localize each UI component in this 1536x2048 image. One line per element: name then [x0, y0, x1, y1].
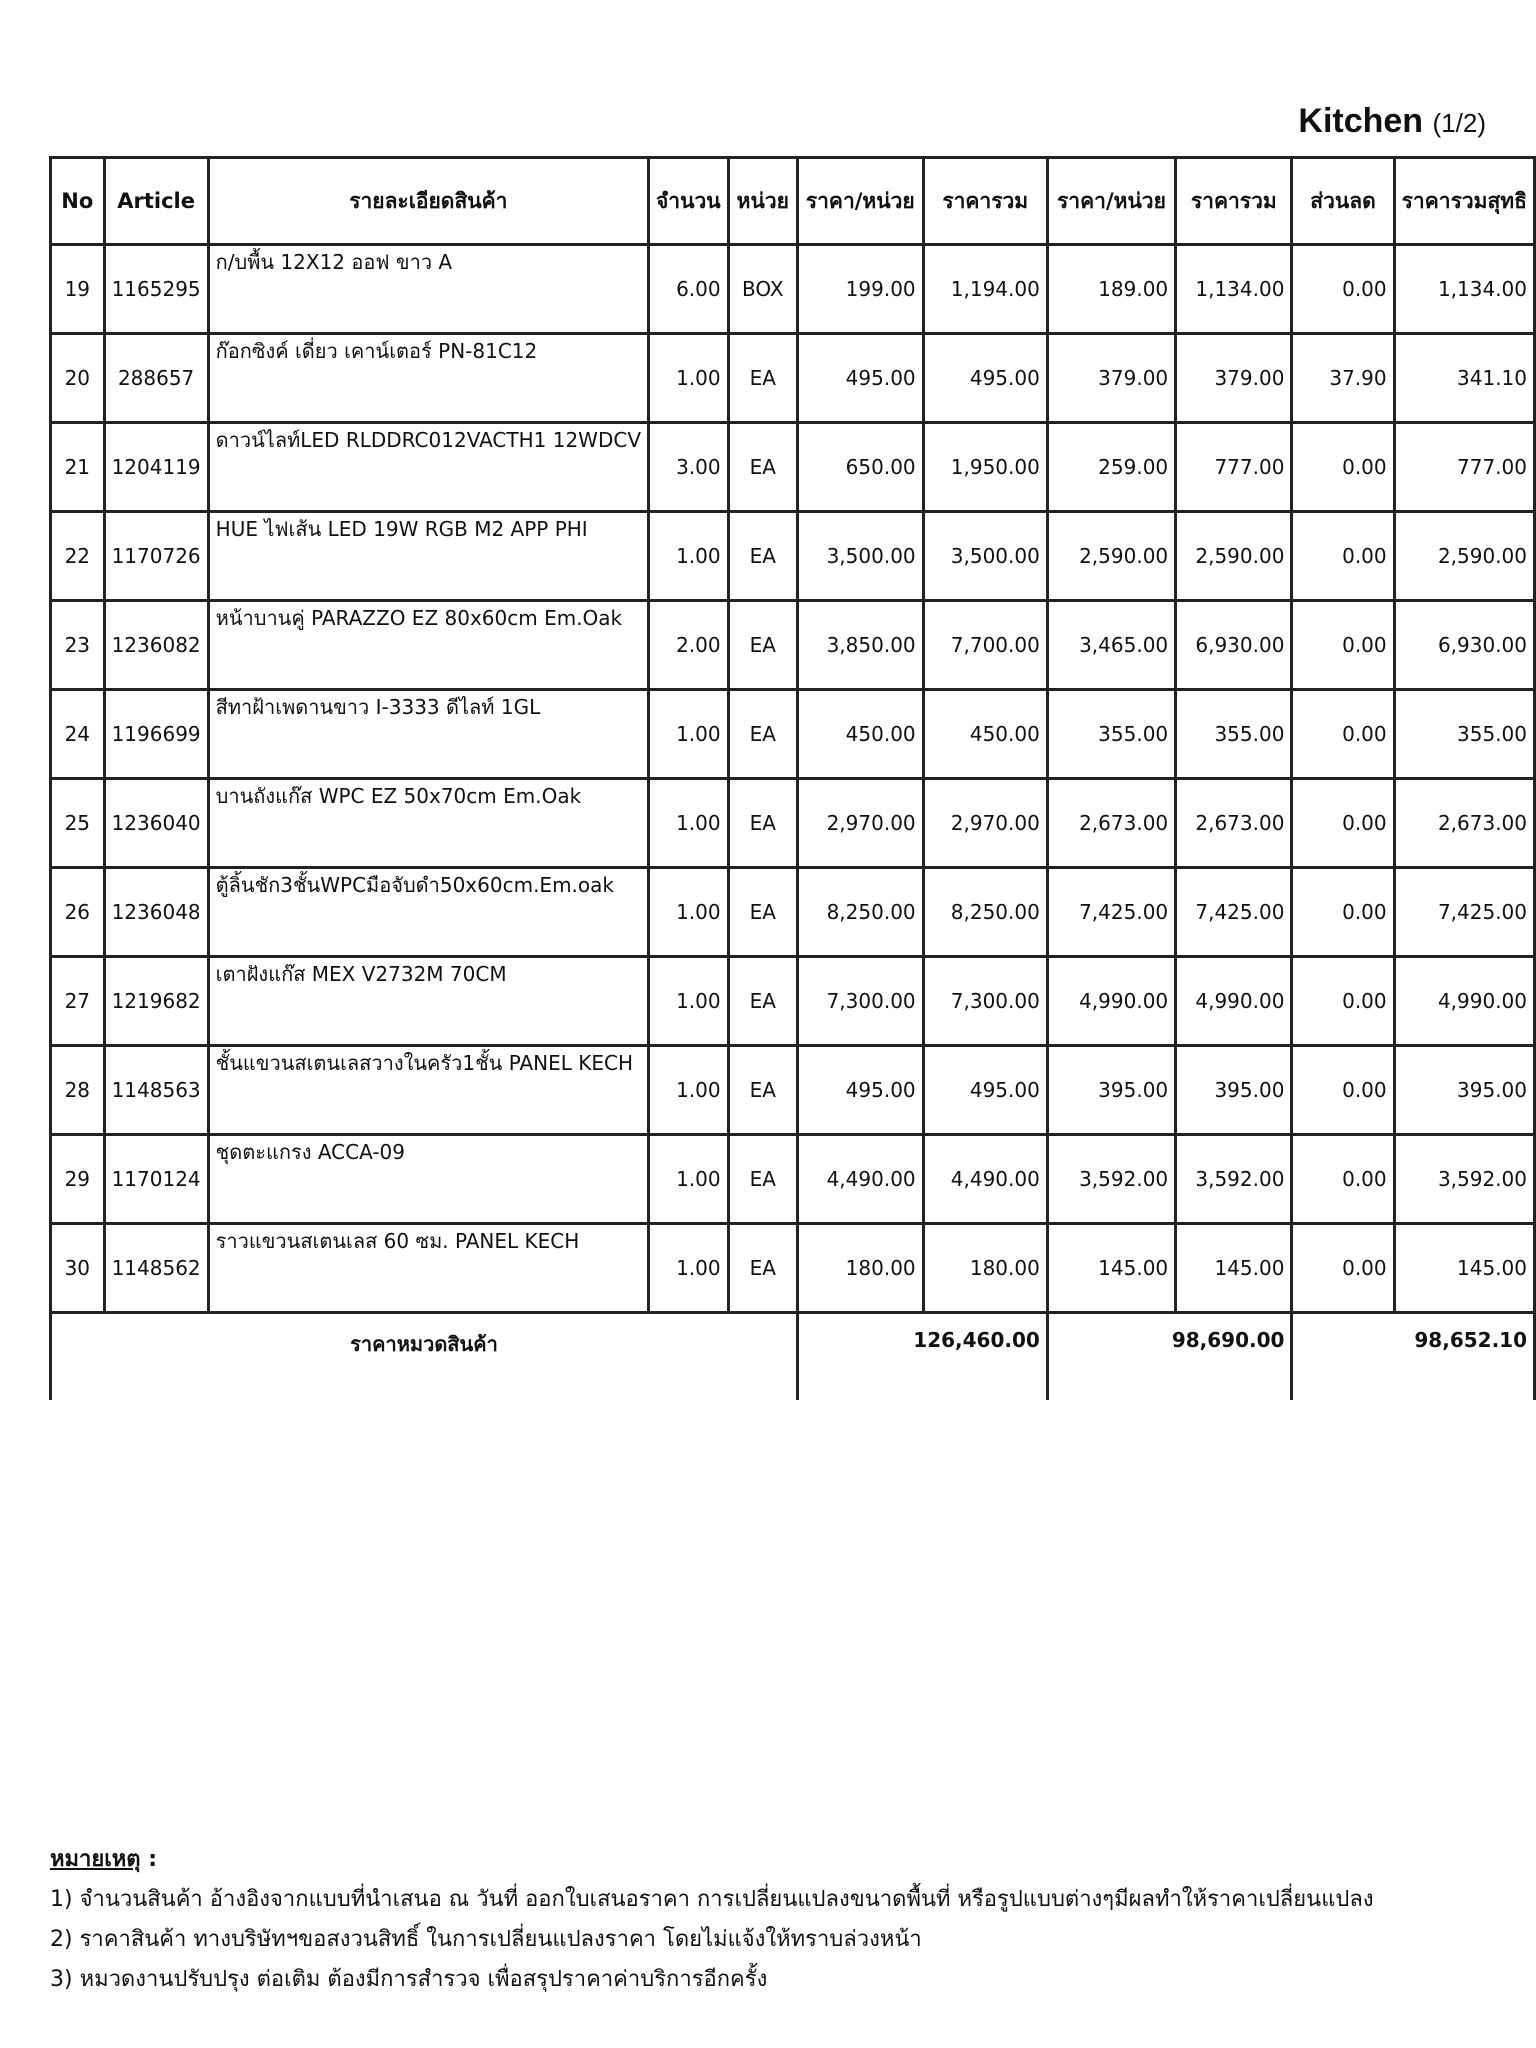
header-discount: ส่วนลด — [1292, 158, 1394, 245]
row-list-total: 495.00 — [923, 1046, 1047, 1135]
row-article: 1170726 — [104, 512, 208, 601]
row-list-unit-price: 3,850.00 — [797, 601, 923, 690]
notes-heading: หมายเหตุ — [50, 1847, 141, 1872]
row-list-total: 180.00 — [923, 1224, 1047, 1313]
row-total: 355.00 — [1176, 690, 1292, 779]
row-list-total: 2,970.00 — [923, 779, 1047, 868]
row-discount: 37.90 — [1292, 334, 1394, 423]
row-quantity: 2.00 — [649, 601, 729, 690]
row-quantity: 3.00 — [649, 423, 729, 512]
row-article: 288657 — [104, 334, 208, 423]
row-no: 23 — [51, 601, 105, 690]
row-total: 7,425.00 — [1176, 868, 1292, 957]
row-description: ก๊อกซิงค์ เดี่ยว เคาน์เตอร์ PN-81C12 — [208, 334, 648, 423]
row-article: 1219682 — [104, 957, 208, 1046]
row-list-total: 1,194.00 — [923, 245, 1047, 334]
row-article: 1236082 — [104, 601, 208, 690]
row-no: 19 — [51, 245, 105, 334]
row-unit: EA — [728, 690, 797, 779]
category-net-total: 98,652.10 — [1292, 1313, 1535, 1401]
row-unit-price: 395.00 — [1047, 1046, 1175, 1135]
row-unit: EA — [728, 868, 797, 957]
row-quantity: 1.00 — [649, 1046, 729, 1135]
row-net-total: 4,990.00 — [1394, 957, 1534, 1046]
header-no: No — [51, 158, 105, 245]
row-list-unit-price: 495.00 — [797, 334, 923, 423]
row-article: 1148563 — [104, 1046, 208, 1135]
row-quantity: 1.00 — [649, 690, 729, 779]
row-unit: EA — [728, 779, 797, 868]
row-unit: EA — [728, 334, 797, 423]
row-discount: 0.00 — [1292, 1135, 1394, 1224]
header-article: Article — [104, 158, 208, 245]
row-no: 28 — [51, 1046, 105, 1135]
row-unit: EA — [728, 1135, 797, 1224]
table-row — [51, 868, 1535, 957]
row-total: 379.00 — [1176, 334, 1292, 423]
table-row — [51, 957, 1535, 1046]
row-unit-price: 7,425.00 — [1047, 868, 1175, 957]
row-description: สีทาฝ้าเพดานขาว I-3333 ดีไลท์ 1GL — [208, 690, 648, 779]
row-description: HUE ไฟเส้น LED 19W RGB M2 APP PHI — [208, 512, 648, 601]
row-quantity: 1.00 — [649, 512, 729, 601]
category-list-total: 126,460.00 — [797, 1313, 1047, 1401]
row-list-total: 8,250.00 — [923, 868, 1047, 957]
row-discount: 0.00 — [1292, 779, 1394, 868]
row-unit: EA — [728, 423, 797, 512]
row-no: 27 — [51, 957, 105, 1046]
row-total: 2,590.00 — [1176, 512, 1292, 601]
row-discount: 0.00 — [1292, 423, 1394, 512]
row-unit: BOX — [728, 245, 797, 334]
row-unit-price: 379.00 — [1047, 334, 1175, 423]
row-net-total: 341.10 — [1394, 334, 1534, 423]
header-unit-price: ราคา/หน่วย — [1047, 158, 1175, 245]
row-unit-price: 4,990.00 — [1047, 957, 1175, 1046]
row-list-total: 495.00 — [923, 334, 1047, 423]
row-discount: 0.00 — [1292, 690, 1394, 779]
row-net-total: 7,425.00 — [1394, 868, 1534, 957]
row-article: 1236048 — [104, 868, 208, 957]
row-list-unit-price: 3,500.00 — [797, 512, 923, 601]
row-description: ตู้ลิ้นชัก3ชั้นWPCมือจับดำ50x60cm.Em.oak — [208, 868, 648, 957]
row-unit-price: 259.00 — [1047, 423, 1175, 512]
row-total: 3,592.00 — [1176, 1135, 1292, 1224]
row-list-total: 4,490.00 — [923, 1135, 1047, 1224]
row-total: 1,134.00 — [1176, 245, 1292, 334]
row-description: ราวแขวนสเตนเลส 60 ซม. PANEL KECH — [208, 1224, 648, 1313]
title-page: (1/2) — [1432, 108, 1486, 138]
category-total-label: ราคาหมวดสินค้า — [51, 1313, 798, 1401]
header-list-unit-price: ราคา/หน่วย — [797, 158, 923, 245]
row-total: 4,990.00 — [1176, 957, 1292, 1046]
row-net-total: 2,673.00 — [1394, 779, 1534, 868]
row-total: 145.00 — [1176, 1224, 1292, 1313]
row-unit: EA — [728, 512, 797, 601]
row-list-total: 450.00 — [923, 690, 1047, 779]
row-article: 1236040 — [104, 779, 208, 868]
header-list-total: ราคารวม — [923, 158, 1047, 245]
row-no: 20 — [51, 334, 105, 423]
row-discount: 0.00 — [1292, 512, 1394, 601]
row-list-unit-price: 2,970.00 — [797, 779, 923, 868]
notes — [50, 1840, 1374, 2000]
row-description: บานถังแก๊ส WPC EZ 50x70cm Em.Oak — [208, 779, 648, 868]
row-unit: EA — [728, 601, 797, 690]
row-quantity: 1.00 — [649, 334, 729, 423]
row-net-total: 145.00 — [1394, 1224, 1534, 1313]
row-unit-price: 3,592.00 — [1047, 1135, 1175, 1224]
row-quantity: 1.00 — [649, 1224, 729, 1313]
row-list-unit-price: 7,300.00 — [797, 957, 923, 1046]
row-unit-price: 145.00 — [1047, 1224, 1175, 1313]
row-list-unit-price: 180.00 — [797, 1224, 923, 1313]
row-article: 1148562 — [104, 1224, 208, 1313]
row-unit: EA — [728, 1046, 797, 1135]
row-article: 1204119 — [104, 423, 208, 512]
row-quantity: 1.00 — [649, 957, 729, 1046]
category-total-row — [51, 1313, 1535, 1401]
row-discount: 0.00 — [1292, 868, 1394, 957]
header-description: รายละเอียดสินค้า — [208, 158, 648, 245]
table-row — [51, 1135, 1535, 1224]
row-description: ชั้นแขวนสเตนเลสวางในครัว1ชั้น PANEL KECH — [208, 1046, 648, 1135]
row-description: เตาฝังแก๊ส MEX V2732M 70CM — [208, 957, 648, 1046]
row-unit: EA — [728, 957, 797, 1046]
notes-heading-line — [50, 1840, 1374, 1880]
table-row — [51, 1046, 1535, 1135]
notes-colon: : — [140, 1847, 158, 1872]
row-discount: 0.00 — [1292, 601, 1394, 690]
header-net-total: ราคารวมสุทธิ — [1394, 158, 1534, 245]
header-unit: หน่วย — [728, 158, 797, 245]
row-unit-price: 3,465.00 — [1047, 601, 1175, 690]
row-list-total: 3,500.00 — [923, 512, 1047, 601]
row-total: 777.00 — [1176, 423, 1292, 512]
row-net-total: 6,930.00 — [1394, 601, 1534, 690]
row-quantity: 6.00 — [649, 245, 729, 334]
row-unit-price: 2,673.00 — [1047, 779, 1175, 868]
row-discount: 0.00 — [1292, 245, 1394, 334]
row-list-unit-price: 199.00 — [797, 245, 923, 334]
row-unit-price: 189.00 — [1047, 245, 1175, 334]
category-price-total: 98,690.00 — [1047, 1313, 1292, 1401]
row-net-total: 395.00 — [1394, 1046, 1534, 1135]
row-no: 26 — [51, 868, 105, 957]
row-net-total: 3,592.00 — [1394, 1135, 1534, 1224]
row-unit-price: 355.00 — [1047, 690, 1175, 779]
table-row — [51, 245, 1535, 334]
row-total: 2,673.00 — [1176, 779, 1292, 868]
page-title — [1298, 102, 1486, 141]
row-list-unit-price: 495.00 — [797, 1046, 923, 1135]
header-total: ราคารวม — [1176, 158, 1292, 245]
row-no: 24 — [51, 690, 105, 779]
quotation-table — [49, 156, 1536, 1400]
row-quantity: 1.00 — [649, 868, 729, 957]
row-unit: EA — [728, 1224, 797, 1313]
table-row — [51, 601, 1535, 690]
note-item: 1) จำนวนสินค้า อ้างอิงจากแบบที่นำเสนอ ณ วันที่ ออกใบเสนอราคา การเปลี่ยนแปลงขนาดพื้นที่ หรือรูปแบบต่างๆมีผลทำให้ราคาเปลี่ยนแปลง — [50, 1887, 1374, 1912]
row-no: 25 — [51, 779, 105, 868]
table-row — [51, 690, 1535, 779]
note-item: 3) หมวดงานปรับปรุง ต่อเติม ต้องมีการสำรวจ เพื่อสรุปราคาค่าบริการอีกครั้ง — [50, 1967, 768, 1992]
row-unit-price: 2,590.00 — [1047, 512, 1175, 601]
row-quantity: 1.00 — [649, 779, 729, 868]
row-description: หน้าบานคู่ PARAZZO EZ 80x60cm Em.Oak — [208, 601, 648, 690]
row-description: ดาวน์ไลท์LED RLDDRC012VACTH1 12WDCV — [208, 423, 648, 512]
row-quantity: 1.00 — [649, 1135, 729, 1224]
table-row — [51, 334, 1535, 423]
row-article: 1165295 — [104, 245, 208, 334]
row-discount: 0.00 — [1292, 1224, 1394, 1313]
row-net-total: 355.00 — [1394, 690, 1534, 779]
row-no: 29 — [51, 1135, 105, 1224]
row-total: 395.00 — [1176, 1046, 1292, 1135]
row-list-unit-price: 8,250.00 — [797, 868, 923, 957]
table-row — [51, 512, 1535, 601]
row-no: 30 — [51, 1224, 105, 1313]
row-list-unit-price: 450.00 — [797, 690, 923, 779]
row-discount: 0.00 — [1292, 957, 1394, 1046]
row-description: ก/บพื้น 12X12 ออฟ ขาว A — [208, 245, 648, 334]
row-net-total: 2,590.00 — [1394, 512, 1534, 601]
row-discount: 0.00 — [1292, 1046, 1394, 1135]
header-quantity: จำนวน — [649, 158, 729, 245]
row-total: 6,930.00 — [1176, 601, 1292, 690]
note-item: 2) ราคาสินค้า ทางบริษัทฯขอสงวนสิทธิ์ ในการเปลี่ยนแปลงราคา โดยไม่แจ้งให้ทราบล่วงหน้า — [50, 1927, 922, 1952]
row-net-total: 777.00 — [1394, 423, 1534, 512]
title-text: Kitchen — [1298, 102, 1424, 140]
row-list-unit-price: 650.00 — [797, 423, 923, 512]
table-row — [51, 1224, 1535, 1313]
row-list-total: 7,700.00 — [923, 601, 1047, 690]
row-no: 21 — [51, 423, 105, 512]
row-article: 1196699 — [104, 690, 208, 779]
table-header-row — [51, 158, 1535, 245]
row-list-total: 1,950.00 — [923, 423, 1047, 512]
table-row — [51, 779, 1535, 868]
row-list-total: 7,300.00 — [923, 957, 1047, 1046]
row-article: 1170124 — [104, 1135, 208, 1224]
row-description: ชุดตะแกรง ACCA-09 — [208, 1135, 648, 1224]
row-net-total: 1,134.00 — [1394, 245, 1534, 334]
row-no: 22 — [51, 512, 105, 601]
table-row — [51, 423, 1535, 512]
row-list-unit-price: 4,490.00 — [797, 1135, 923, 1224]
